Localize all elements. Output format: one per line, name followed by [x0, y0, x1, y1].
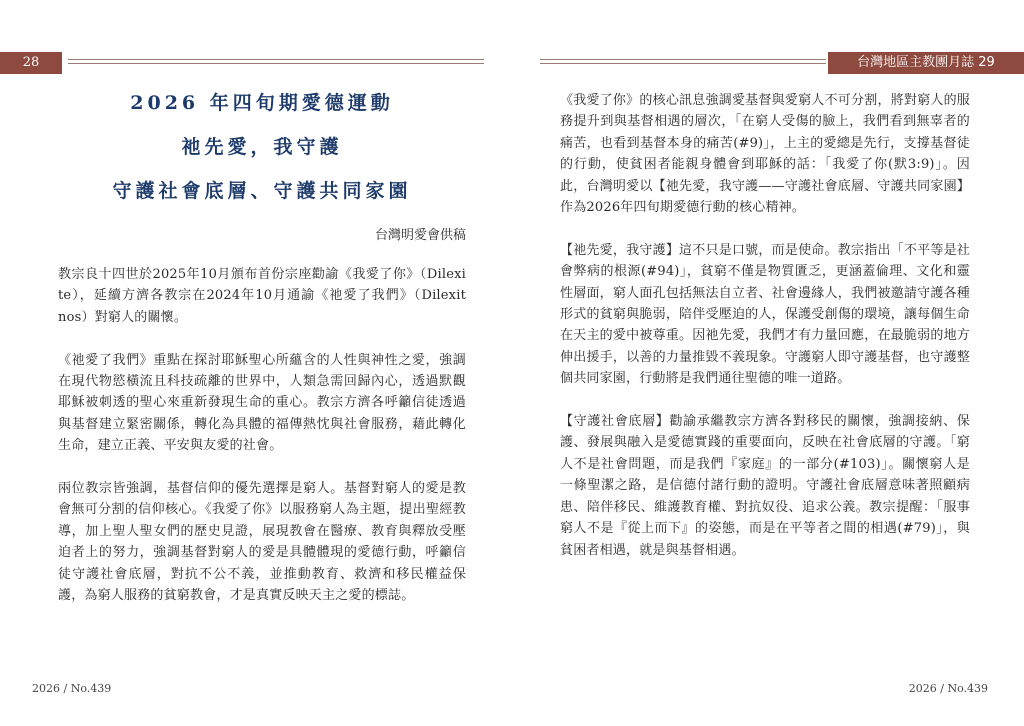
footer-issue-right: 2026 / No.439: [908, 682, 988, 695]
right-column: [560, 90, 970, 582]
article-title-line-2: 祂先愛，我守護: [181, 136, 343, 158]
header-rule-left: [68, 59, 484, 64]
paragraph: 【祂先愛，我守護】這不只是口號，而是使命。教宗指出「不平等是社會弊病的根源(#94)」，貧窮不僅是物質匱乏，更涵蓋倫理、文化和靈性層面，窮人面孔包括無法自立者、社會邊緣人，我們被邀請守護各種形式的貧窮與脆弱，陪伴受壓迫的人，保護受創傷的環境，讓每個生命在天主的愛中被尊重。因祂先愛，我們才有力量回應，在最脆弱的地方伸出援手，以善的力量推毀不義現象。守護窮人即守護基督，也守護整個共同家園，行動將是我們通往聖德的唯一道路。: [560, 242, 970, 387]
paragraph: 兩位教宗皆強調，基督信仰的優先選擇是窮人。基督對窮人的愛是教會無可分割的信仰核心。《我愛了你》以服務窮人為主題，提出聖經教導，加上聖人聖女們的歷史見證，展現教會在醫療、教育與釋放受壓迫者上的努力，強調基督對窮人的愛是具體體現的愛德行動，呼籲信徒守護社會底層，對抗不公不義，並推動教育、救濟和移民權益保護，為窮人服務的貧窮教會，才是真實反映天主之愛的標誌。: [58, 481, 466, 604]
article-title-line-1: 2026 年四旬期愛德運動: [130, 92, 394, 114]
left-column: [58, 264, 466, 628]
paragraph: 《我愛了你》的核心訊息強調愛基督與愛窮人不可分割，將對窮人的服務提升到與基督相遇的層次，「在窮人受傷的臉上，我們看到無辜者的痛苦，也看到基督本身的痛苦(#9)」，上主的愛總是先行，支撐基督徒的行動，使貧困者能親身體會到耶穌的話：「我愛了你(默3:9)」。因此，台灣明愛以【祂先愛，我守護——守護社會底層、守護共同家園】作為2026年四旬期愛德行動的核心精神。: [560, 93, 970, 216]
header-rule-right: [540, 59, 826, 64]
article-title-line-3: 守護社會底層、守護共同家園: [112, 180, 412, 202]
paragraph: 【守護社會底層】勸諭承繼教宗方濟各對移民的關懷，強調接納、保護、發展與融入是愛德實踐的重要面向，反映在社會底層的守護。「窮人不是社會問題，而是我們『家庭』的一部分(#103)」。關懷窮人是一條聖潔之路，是信德付諸行動的證明。守護社會底層意味著照顧病患、陪伴移民、維護教育權、對抗奴役、追求公義。教宗提醒：「服事窮人不是『從上而下』的姿態，而是在平等者之間的相遇(#79)」，與貧困者相遇，就是與基督相遇。: [560, 414, 970, 558]
paragraph: 教宗良十四世於2025年10月頒布首份宗座勸諭《我愛了你》（Dilexi te），延續方濟各教宗在2024年10月通諭《祂愛了我們》（Dilexit nos）對窮人的關懷。: [58, 267, 466, 325]
paragraph: 《祂愛了我們》重點在探討耶穌聖心所蘊含的人性與神性之愛，強調在現代物慾橫流且科技疏離的世界中，人類急需回歸內心，透過默觀耶穌被刺透的聖心來重新發現生命的重心。教宗方濟各呼籲信徒透過與基督建立緊密關係，轉化為具體的福傳熱忱與社會服務，藉此轉化生命，建立正義、平安與友愛的社會。: [58, 352, 466, 454]
article-credit: 台灣明愛會供稿: [374, 228, 466, 243]
footer-issue-left: 2026 / No.439: [32, 682, 112, 695]
left-page-number: 28: [0, 52, 62, 74]
right-running-title: 台灣地區主教團月誌 29: [828, 52, 1024, 74]
